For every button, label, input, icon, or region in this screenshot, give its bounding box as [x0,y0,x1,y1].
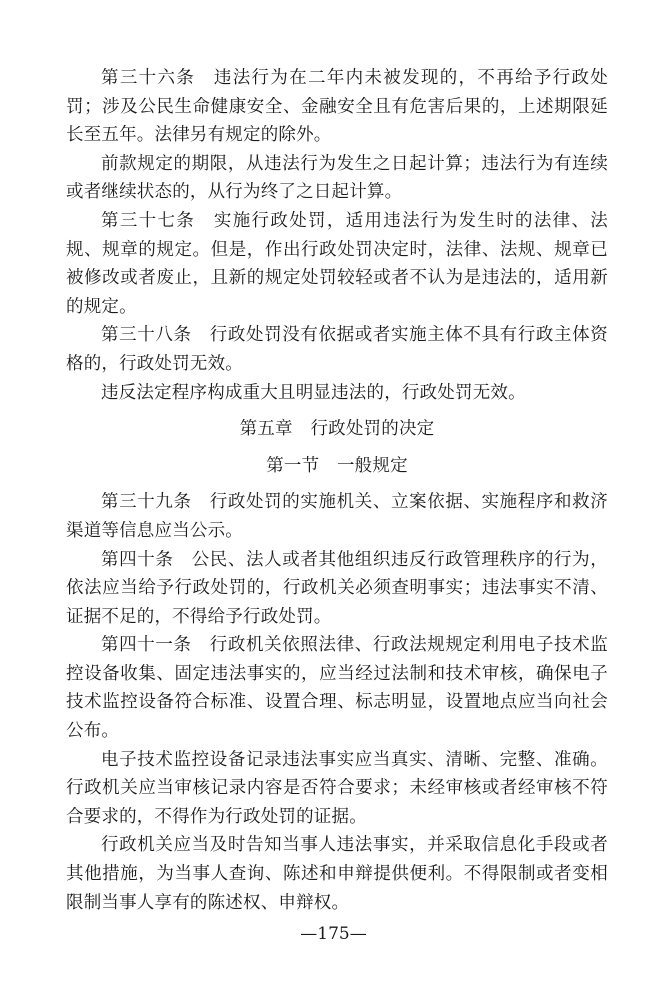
article-37-paragraph: 第三十七条 实施行政处罚，适用违法行为发生时的法律、法规、规章的规定。但是，作出行政处罚决定时，法律、法规、规章已被修改或者废止，且新的规定处罚较轻或者不认为是违法的，适用新的规定。 [66,210,608,317]
article-41-paragraph: 第四十一条 行政机关依照法律、行政法规规定利用电子技术监控设备收集、固定违法事实的，应当经过法制和技术审核，确保电子技术监控设备符合标准、设置合理、标志明显，设置地点应当向社会公布。 [66,635,608,742]
article-36-paragraph: 第三十六条 违法行为在二年内未被发现的，不再给予行政处罚；涉及公民生命健康安全、金融安全且有危害后果的，上述期限延长至五年。法律另有规定的除外。 [66,68,608,146]
page-body [66,64,608,917]
chapter-heading: 第五章 行政处罚的决定 [239,419,435,440]
article-40-paragraph: 第四十条 公民、法人或者其他组织违反行政管理秩序的行为，依法应当给予行政处罚的，行政机关必须查明事实；违法事实不清、证据不足的，不得给予行政处罚。 [66,549,608,627]
article-38-paragraph: 第三十八条 行政处罚没有依据或者实施主体不具有行政主体资格的，行政处罚无效。 [66,325,608,374]
article-41-third-paragraph: 行政机关应当及时告知当事人违法事实，并采取信息化手段或者其他措施，为当事人查询、陈述和申辩提供便利。不得限制或者变相限制当事人享有的陈述权、申辩权。 [66,835,608,913]
article-41-second-paragraph: 电子技术监控设备记录违法事实应当真实、清晰、完整、准确。行政机关应当审核记录内容是否符合要求；未经审核或者经审核不符合要求的，不得作为行政处罚的证据。 [66,749,608,827]
page-number: —175— [300,924,367,944]
section-heading: 第一节 一般规定 [266,455,408,476]
article-38-second-paragraph: 违反法定程序构成重大且明显违法的，行政处罚无效。 [101,382,526,403]
article-36-second-paragraph: 前款规定的期限，从违法行为发生之日起计算；违法行为有连续或者继续状态的，从行为终了之日起计算。 [66,153,608,203]
article-39-paragraph: 第三十九条 行政处罚的实施机关、立案依据、实施程序和救济渠道等信息应当公示。 [66,492,608,541]
